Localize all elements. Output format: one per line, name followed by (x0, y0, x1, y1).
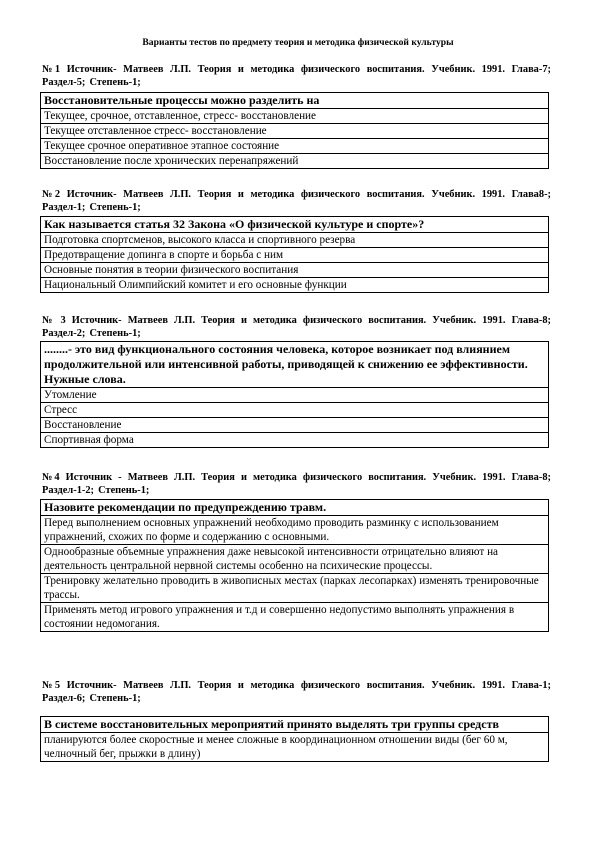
question-4-source: №4 Источник - Матвеев Л.П. Теория и методика физического воспитания. Учебник. 1991. Глава-8; Раздел-1-2; Степень-1; (42, 472, 551, 496)
question-2-source: №2 Источник- Матвеев Л.П. Теория и методика физического воспитания. Учебник. 1991. Глава8-; Раздел-1; Степень-1; (42, 189, 551, 213)
answer-row (41, 733, 549, 762)
question-1-table (40, 92, 549, 169)
question-3-table (40, 341, 549, 448)
question-2-answer-3: Основные понятия в теории физического воспитания (41, 263, 549, 278)
answer-row (41, 574, 549, 603)
answer-row (41, 139, 549, 154)
question-5-source: №5 Источник- Матвеев Л.П. Теория и методика физического воспитания. Учебник. 1991. Глава-1; Раздел-6; Степень-1; (42, 680, 551, 704)
answer-row (41, 263, 549, 278)
question-1-source: №1 Источник- Матвеев Л.П. Теория и методика физического воспитания. Учебник. 1991. Глава-7; Раздел-5; Степень-1; (42, 64, 551, 88)
question-row (41, 93, 549, 109)
question-5-answer-1: планируются более скоростные и менее сложные в координационном отношении виды (бег 60 м, челночный бег, прыжки в длину) (41, 733, 549, 762)
question-1-answer-2: Текущее отставленное стресс- восстановление (41, 124, 549, 139)
question-4-answer-2: Однообразные объемные упражнения даже невысокой интенсивности отрицательно влияют на деятельность центральной нервной системы особенно на психические процессы. (41, 545, 549, 574)
question-4-text: Назовите рекомендации по предупреждению травм. (41, 500, 549, 516)
question-5-text: В системе восстановительных мероприятий принято выделять три группы средств (41, 717, 549, 733)
question-3-text: ........- это вид функционального состояния человека, которое возникает под влиянием продолжительной или интенсивной работы, приводящей к снижению ее эффективности. Нужные слова. (41, 342, 549, 388)
question-2-answer-1: Подготовка спортсменов, высокого класса и спортивного резерва (41, 233, 549, 248)
question-3-answer-1: Утомление (41, 388, 549, 403)
question-row (41, 217, 549, 233)
answer-row (41, 388, 549, 403)
answer-row (41, 278, 549, 293)
question-row (41, 717, 549, 733)
question-4-table (40, 499, 549, 632)
answer-row (41, 403, 549, 418)
question-3-source: № 3 Источник- Матвеев Л.П. Теория и методика физического воспитания. Учебник. 1991. Глава-8; Раздел-2; Степень-1; (42, 315, 551, 339)
document-title: Варианты тестов по предмету теория и методика физической культуры (142, 37, 454, 48)
answer-row (41, 233, 549, 248)
answer-row (41, 545, 549, 574)
question-2-table (40, 216, 549, 293)
question-3-answer-2: Стресс (41, 403, 549, 418)
answer-row (41, 516, 549, 545)
question-1-answer-1: Текущее, срочное, отставленное, стресс- восстановление (41, 109, 549, 124)
question-2-text: Как называется статья 32 Закона «О физической культуре и спорте»? (41, 217, 549, 233)
answer-row (41, 603, 549, 632)
question-1-answer-4: Восстановление после хронических перенапряжений (41, 154, 549, 169)
question-4-answer-3: Тренировку желательно проводить в живописных местах (парках лесопарках) изменять тренировочные трассы. (41, 574, 549, 603)
question-4-answer-1: Перед выполнением основных упражнений необходимо проводить разминку с использованием упражнений, схожих по форме и содержанию с основными. (41, 516, 549, 545)
question-row (41, 500, 549, 516)
answer-row (41, 248, 549, 263)
answer-row (41, 418, 549, 433)
question-5-table (40, 716, 549, 762)
question-1-text: Восстановительные процессы можно разделить на (41, 93, 549, 109)
question-2-answer-4: Национальный Олимпийский комитет и его основные функции (41, 278, 549, 293)
question-row (41, 342, 549, 388)
question-2-answer-2: Предотвращение допинга в спорте и борьба с ним (41, 248, 549, 263)
question-3-answer-3: Восстановление (41, 418, 549, 433)
answer-row (41, 109, 549, 124)
question-1-answer-3: Текущее срочное оперативное этапное состояние (41, 139, 549, 154)
answer-row (41, 433, 549, 448)
answer-row (41, 154, 549, 169)
question-4-answer-4: Применять метод игрового упражнения и т.д и совершенно недопустимо выполнять упражнения в состоянии недомогания. (41, 603, 549, 632)
answer-row (41, 124, 549, 139)
question-3-answer-4: Спортивная форма (41, 433, 549, 448)
